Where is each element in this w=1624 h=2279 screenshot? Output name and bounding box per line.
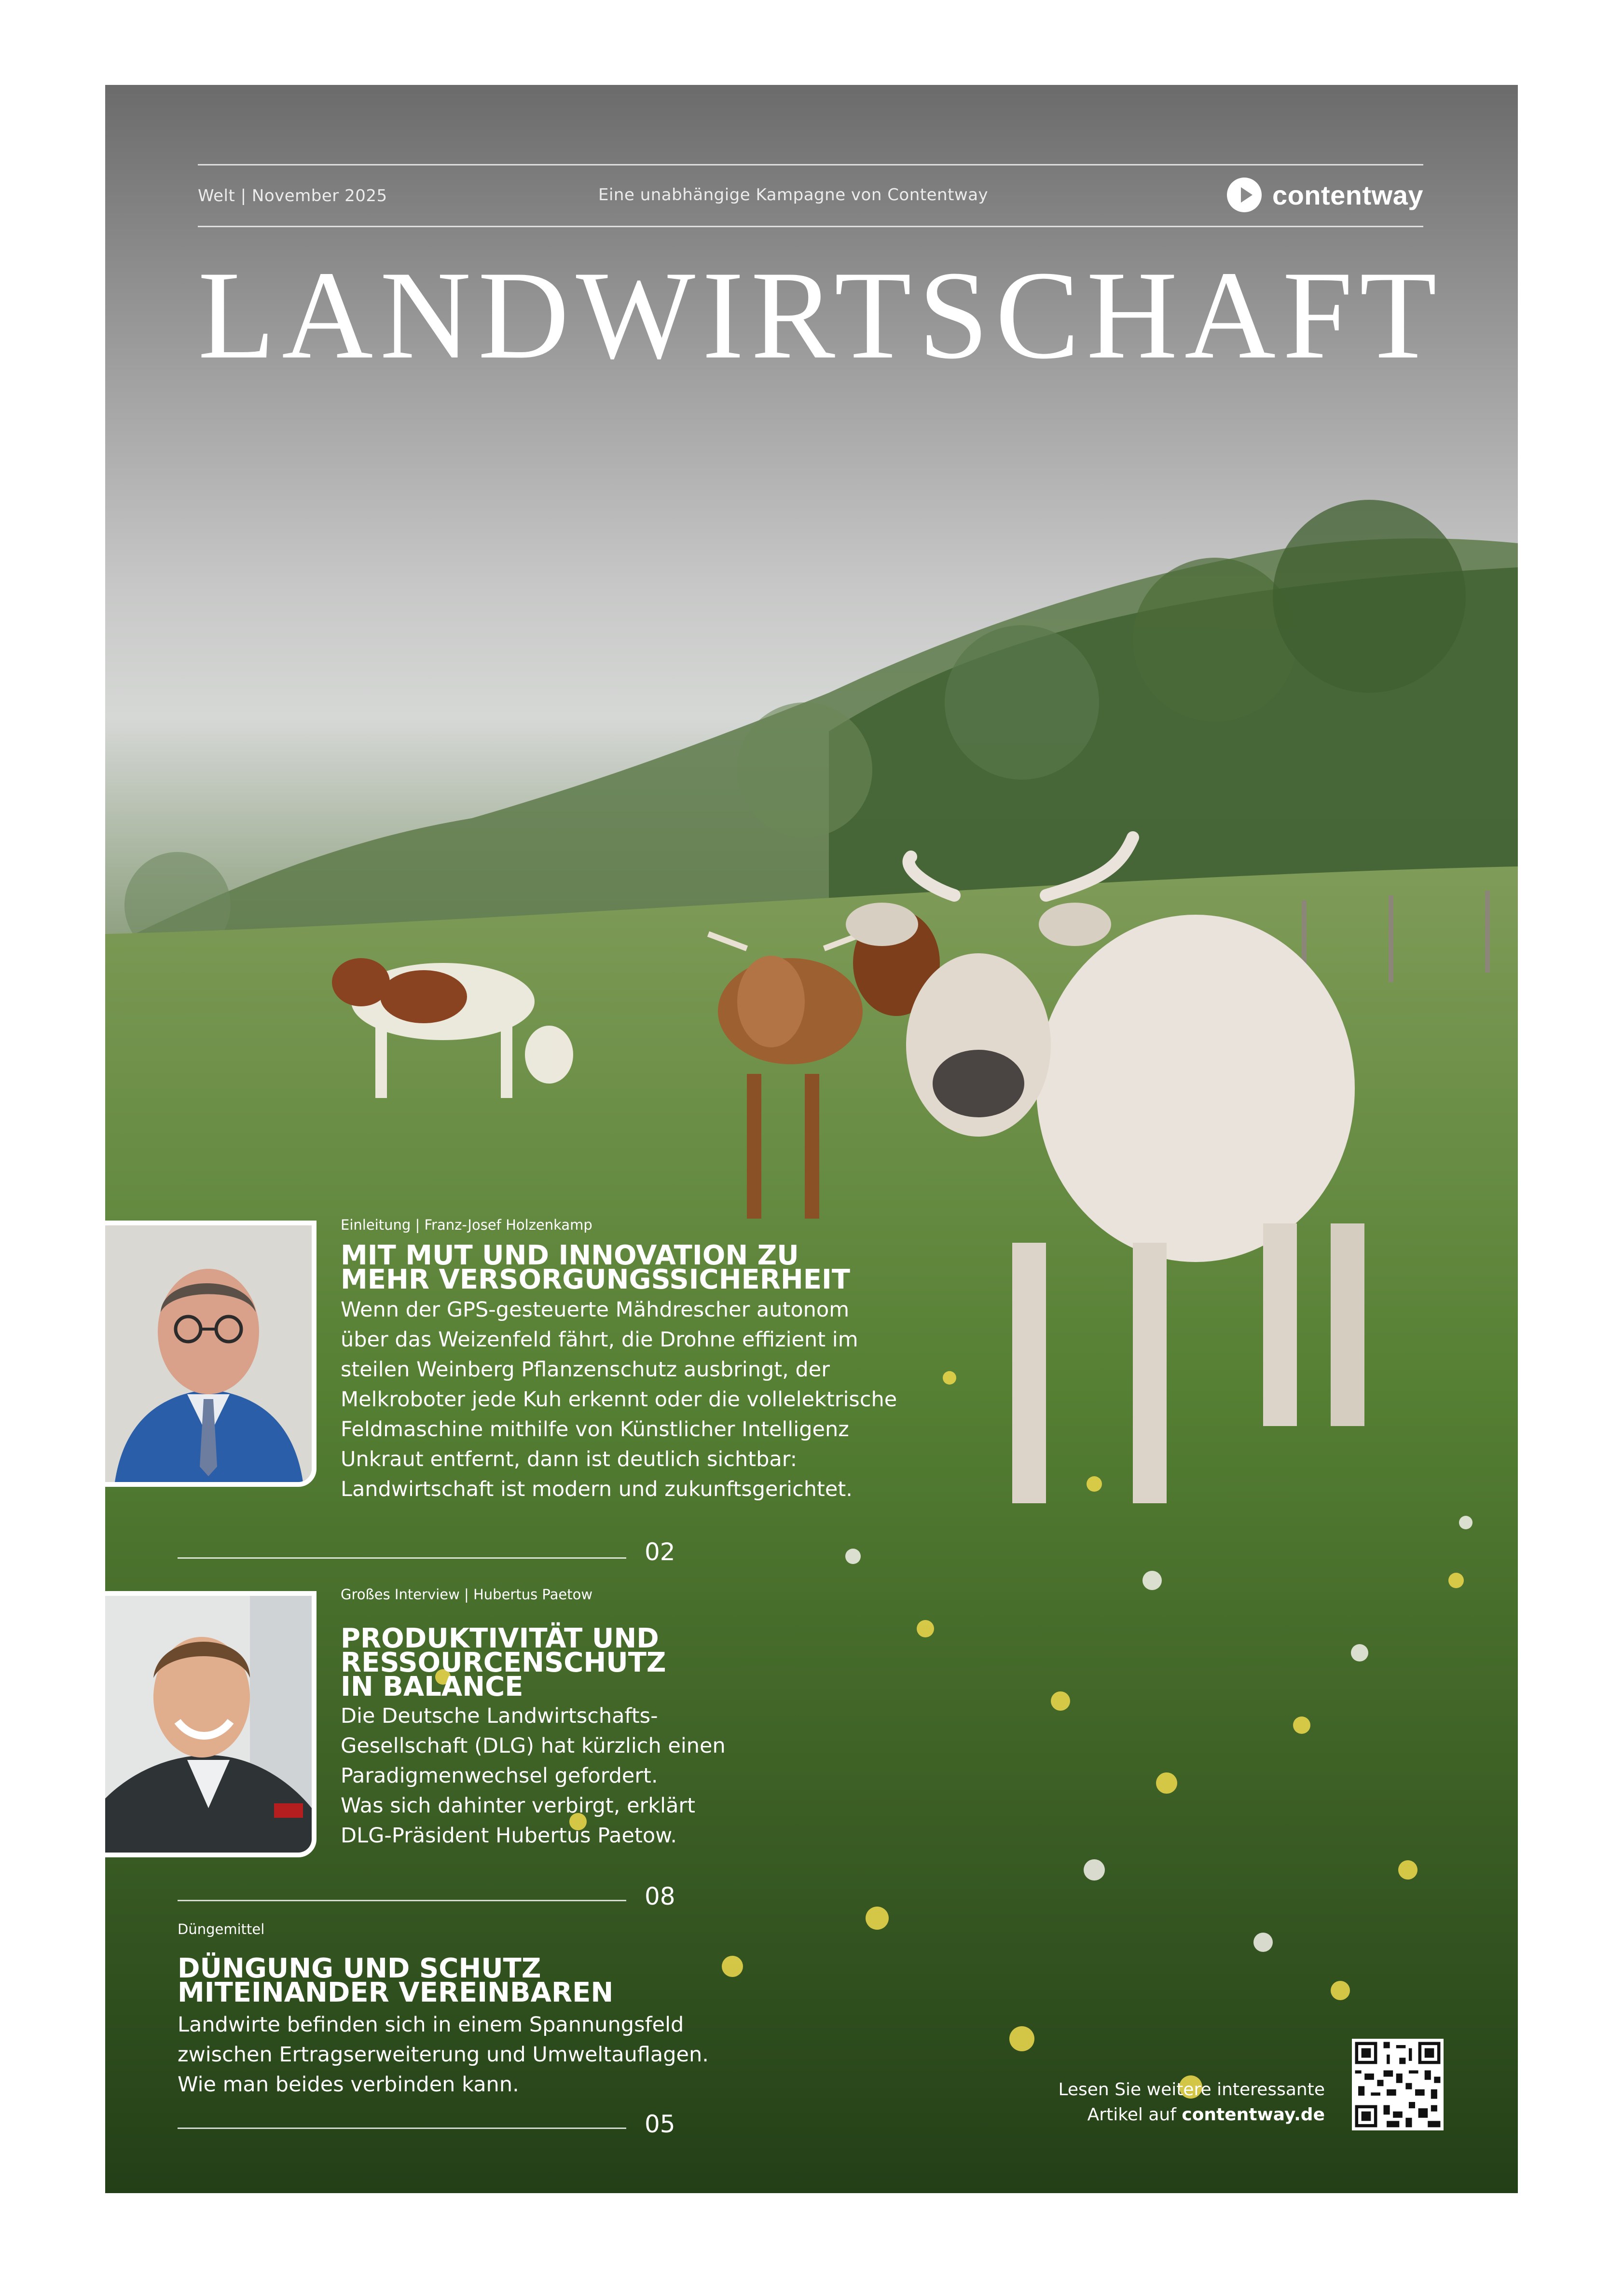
more-articles-line-2 (1058, 2102, 1325, 2128)
article-3-kicker: Düngemittel (178, 1921, 265, 1937)
article-1-teaser (341, 1295, 897, 1504)
portrait-paetow (105, 1591, 317, 1857)
cover-image (105, 85, 1518, 2193)
article-3-headline[interactable] (178, 1953, 614, 2008)
article-2-headline[interactable] (341, 1623, 666, 1702)
article-3-headline-line: MITEINANDER VEREINBAREN (178, 1977, 614, 2008)
more-articles-prefix: Artikel auf (1087, 2105, 1182, 2125)
article-2-teaser-line: Die Deutsche Landwirtschafts- (341, 1704, 658, 1728)
article-1-headline-line: MEHR VERSORGUNGSSICHERHEIT (341, 1264, 850, 1295)
article-1-teaser-line: Melkroboter jede Kuh erkennt oder die vollelektrische (341, 1387, 897, 1412)
portrait-paetow-image (105, 1596, 312, 1853)
article-2-teaser-line: Was sich dahinter verbirgt, erklärt (341, 1794, 695, 1818)
article-1-teaser-line: Landwirtschaft ist modern und zukunftsgerichtet. (341, 1477, 853, 1501)
article-2-kicker: Großes Interview | Hubertus Paetow (341, 1586, 593, 1603)
article-1-teaser-line: über das Weizenfeld fährt, die Drohne effizient im (341, 1328, 858, 1352)
contentway-link[interactable]: contentway.de (1182, 2105, 1325, 2125)
article-1-page-rule (178, 1557, 626, 1559)
article-1-teaser-line: Unkraut entfernt, dann ist deutlich sichtbar: (341, 1447, 798, 1471)
pasture-scene-illustration (105, 85, 1518, 2193)
more-articles-line-1: Lesen Sie weitere interessante (1058, 2080, 1325, 2100)
logo-wordmark: contentway (1272, 179, 1423, 210)
article-1-teaser-line: steilen Weinberg Pflanzenschutz ausbringt, der (341, 1358, 830, 1382)
article-3-headline-line: DÜNGUNG UND SCHUTZ (178, 1953, 541, 1984)
article-1-page-number[interactable]: 02 (645, 1538, 675, 1566)
article-2-headline-line: RESSOURCENSCHUTZ (341, 1647, 666, 1678)
article-2-teaser-line: Gesellschaft (DLG) hat kürzlich einen (341, 1734, 726, 1758)
issue-date: Welt | November 2025 (198, 186, 387, 206)
article-1-teaser-line: Wenn der GPS-gesteuerte Mähdrescher autonom (341, 1298, 850, 1322)
portrait-holzenkamp (105, 1221, 317, 1487)
article-3-page-number[interactable]: 05 (645, 2110, 675, 2138)
article-1-teaser-line: Feldmaschine mithilfe von Künstlicher Intelligenz (341, 1417, 849, 1442)
article-2-headline-line: IN BALANCE (341, 1671, 523, 1702)
contentway-logo[interactable] (1225, 176, 1423, 214)
article-3-page-rule (178, 2128, 626, 2129)
article-1-kicker: Einleitung | Franz-Josef Holzenkamp (341, 1217, 592, 1233)
article-2-page-rule (178, 1900, 626, 1901)
header-top-rule (198, 164, 1423, 165)
article-2-headline-line: PRODUKTIVITÄT UND (341, 1623, 659, 1654)
article-1-headline-line: MIT MUT UND INNOVATION ZU (341, 1240, 799, 1271)
article-3-teaser (178, 2010, 709, 2100)
article-2-teaser (341, 1701, 726, 1851)
campaign-tagline: Eine unabhängige Kampagne von Contentway (598, 185, 989, 205)
article-3-teaser-line: zwischen Ertragserweiterung und Umweltauflagen. (178, 2043, 709, 2067)
article-1-headline[interactable] (341, 1240, 850, 1295)
article-2-teaser-line: DLG-Präsident Hubertus Paetow. (341, 1824, 677, 1848)
article-2-page-number[interactable]: 08 (645, 1882, 675, 1910)
article-2-teaser-line: Paradigmenwechsel gefordert. (341, 1764, 658, 1788)
qr-code-icon[interactable] (1352, 2039, 1444, 2130)
article-3-teaser-line: Landwirte befinden sich in einem Spannungsfeld (178, 2013, 684, 2037)
masthead-title: LANDWIRTSCHAFT (198, 245, 1444, 385)
article-3-teaser-line: Wie man beides verbinden kann. (178, 2073, 519, 2097)
more-articles-promo (1058, 2077, 1325, 2128)
header-bottom-rule (198, 226, 1423, 227)
portrait-holzenkamp-image (105, 1225, 312, 1482)
contentway-play-icon (1225, 176, 1264, 214)
